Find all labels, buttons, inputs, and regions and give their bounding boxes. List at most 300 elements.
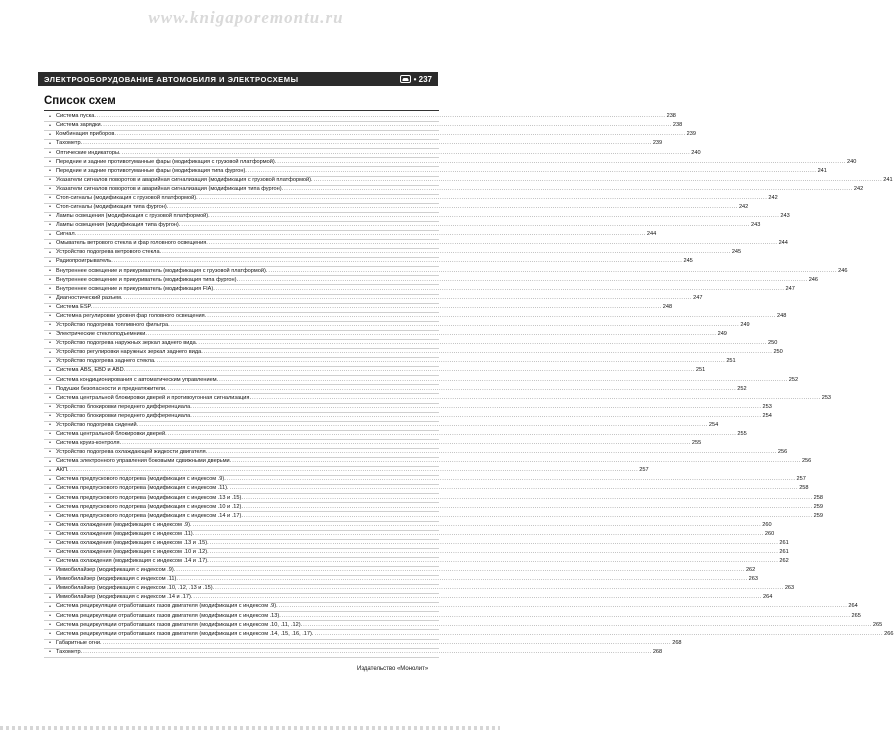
scheme-label: Габаритные огни.	[56, 639, 102, 646]
list-item	[44, 204, 749, 213]
scheme-page: 239	[652, 140, 663, 147]
dot-leader	[168, 432, 737, 438]
dot-leader	[83, 650, 652, 656]
publisher-credit: Издательство «Монолит»	[357, 666, 429, 672]
scheme-page: 266	[884, 630, 894, 637]
scheme-page: 256	[777, 449, 788, 456]
scheme-label: Комбинация приборов.	[56, 131, 116, 138]
page-title: Список схем	[44, 95, 116, 107]
scheme-label: Система охлаждения (модификация с индексом .11).	[56, 530, 195, 537]
scheme-page: 263	[784, 585, 795, 592]
scheme-label: Электрические стеклоподъемники.	[56, 331, 147, 338]
list-item	[44, 467, 649, 476]
list-item	[44, 167, 827, 176]
bullet-icon: •	[49, 594, 51, 601]
scheme-label: Система предпускового подогрева (модификация с индексом .14 и .17).	[56, 512, 243, 519]
scheme-label: Система охлаждения (модификация с индексом .9).	[56, 521, 192, 528]
list-item	[44, 458, 812, 467]
dot-leader	[284, 187, 853, 193]
bullet-icon: •	[49, 440, 51, 447]
chapter-title: ЭЛЕКТРООБОРУДОВАНИЕ АВТОМОБИЛЯ И ЭЛЕКТРОСХЕМЫ	[44, 74, 299, 84]
dot-leader	[193, 414, 762, 420]
bullet-icon: •	[49, 240, 51, 247]
dot-leader	[199, 196, 768, 202]
dot-leader	[227, 477, 796, 483]
list-item	[44, 403, 772, 413]
bullet-icon: •	[49, 322, 51, 329]
scheme-page: 247	[785, 285, 795, 292]
list-item	[44, 240, 788, 249]
scheme-label: Система предпускового подогрева (модификация с индексом .13 и .15).	[56, 494, 243, 501]
scheme-label: Радиопроигрыватель.	[56, 258, 113, 265]
scheme-label: Устройство подогрева сидений.	[56, 421, 139, 428]
bullet-icon: •	[49, 449, 51, 456]
dot-leader	[219, 378, 788, 384]
scheme-label: Стоп-сигналы (модификация типа фургон).	[56, 204, 169, 211]
list-item	[44, 267, 848, 276]
list-item	[44, 639, 682, 649]
bullet-icon: •	[49, 376, 51, 383]
watermark-url: www.knigaporemontu.ru	[148, 8, 344, 27]
dot-leader	[171, 323, 740, 329]
list-item	[44, 567, 756, 576]
scheme-page: 240	[691, 149, 701, 156]
list-item	[44, 176, 893, 186]
scheme-label: Система предпускового подогрева (модификация с индексом .10 и .12).	[56, 503, 243, 510]
list-item	[44, 158, 857, 167]
dot-leader	[103, 123, 672, 129]
list-item	[44, 322, 750, 331]
scheme-label: Система рециркуляции отработавших газов двигателя (модификация с индексом .9).	[56, 603, 278, 610]
list-item	[44, 231, 657, 240]
bullet-icon: •	[49, 431, 51, 438]
dot-leader	[239, 278, 808, 284]
bullet-icon: •	[49, 349, 51, 356]
scheme-label: Система кондиционирования с автоматическим управлением.	[56, 376, 219, 383]
bullet-icon: •	[49, 494, 51, 501]
dot-leader	[139, 423, 708, 429]
list-item	[44, 213, 790, 222]
list-item	[44, 512, 823, 521]
scheme-label: Система охлаждения (модификация с индексом .10 и .12).	[56, 548, 209, 555]
scheme-label: Внутреннее освещение и прикуриватель (модификация FIA).	[56, 285, 215, 292]
dot-leader	[148, 332, 717, 338]
bullet-icon: •	[49, 422, 51, 429]
scheme-label: Устройство подогрева наружных зеркал заднего вида.	[56, 340, 198, 347]
list-item	[44, 603, 858, 612]
bullet-icon: •	[49, 195, 51, 202]
list-item	[44, 648, 663, 658]
scheme-page: 265	[851, 612, 861, 619]
scheme-label: Внутреннее освещение и прикуриватель (модификация с грузовой платформой).	[56, 267, 268, 274]
list-item	[44, 612, 861, 621]
dot-leader	[123, 296, 692, 302]
list-item	[44, 367, 706, 376]
list-item	[44, 122, 683, 131]
list-item	[44, 530, 775, 540]
dot-leader	[103, 641, 672, 647]
bullet-icon: •	[49, 531, 51, 538]
scheme-page: 249	[717, 331, 727, 338]
bullet-icon: •	[49, 649, 51, 656]
dot-leader	[157, 359, 726, 365]
dot-leader	[169, 205, 738, 211]
list-item	[44, 485, 809, 494]
scheme-page: 242	[738, 204, 749, 211]
list-item	[44, 430, 747, 440]
scheme-page: 243	[751, 222, 761, 229]
dot-leader	[314, 178, 883, 184]
bullet-icon: •	[49, 249, 51, 256]
bullet-icon: •	[49, 413, 51, 420]
list-item	[44, 113, 676, 122]
scheme-label: Тахометр.	[56, 140, 83, 147]
scheme-page: 254	[708, 421, 719, 428]
scheme-label: Система ABS, EBD и ABD.	[56, 367, 126, 374]
list-item	[44, 349, 783, 358]
bullet-icon: •	[49, 549, 51, 556]
scheme-label: Иммобилайзер (модификация с индексом .10, .12, .13 и .15).	[56, 585, 215, 592]
dot-leader	[268, 269, 837, 275]
bullet-icon: •	[49, 340, 51, 347]
list-item	[44, 376, 799, 385]
scheme-label: Указатели сигналов поворотов и аварийная сигнализация (модификация типа фургон).	[56, 185, 284, 192]
bullet-icon: •	[49, 295, 51, 302]
scheme-label: Устройство подогрева охлаждающей жидкости двигателя.	[56, 449, 208, 456]
bullet-icon: •	[49, 204, 51, 211]
scheme-label: Стоп-сигналы (модификация с грузовой платформой).	[56, 194, 198, 201]
scheme-page: 264	[848, 603, 858, 610]
bullet-icon: •	[49, 567, 51, 574]
car-icon	[400, 75, 411, 83]
list-item	[44, 312, 787, 322]
dot-leader	[126, 368, 695, 374]
scheme-label: Устройство блокировки переднего дифференциала.	[56, 412, 192, 419]
dot-leader	[77, 232, 646, 238]
scheme-page: 242	[768, 194, 778, 201]
scheme-page: 243	[780, 213, 790, 220]
dot-leader	[208, 450, 777, 456]
list-item	[44, 258, 693, 267]
dot-leader	[114, 259, 683, 265]
bullet-icon: •	[49, 503, 51, 510]
scheme-page: 257	[796, 476, 806, 483]
list-item	[44, 449, 788, 458]
scheme-page: 244	[646, 231, 657, 238]
dot-leader	[215, 586, 784, 592]
list-item	[44, 149, 701, 158]
scheme-label: Передние и задние противотуманные фары (модификация типа фургон).	[56, 167, 247, 174]
bullet-icon: •	[49, 149, 51, 156]
scheme-label: Оптические индикаторы.	[56, 149, 121, 156]
scheme-label: Устройство блокировки переднего дифференциала.	[56, 403, 192, 410]
bullet-icon: •	[49, 358, 51, 365]
scheme-page: 261	[779, 548, 789, 555]
list-item	[44, 331, 727, 340]
bullet-icon: •	[49, 603, 51, 610]
list-item	[44, 421, 719, 431]
title-divider	[44, 110, 439, 111]
scheme-page: 259	[813, 512, 823, 519]
bullet-icon: •	[49, 231, 51, 238]
list-item	[44, 194, 778, 204]
scheme-label: Диагностический разъем.	[56, 294, 123, 301]
scheme-page: 241	[817, 167, 827, 174]
scheme-page: 244	[778, 240, 788, 247]
scheme-label: Иммобилайзер (модификация с индексом .14 и .17).	[56, 594, 193, 601]
bullet-icon: •	[49, 404, 51, 411]
dot-leader	[209, 241, 778, 247]
dot-leader	[168, 387, 737, 393]
dot-leader	[210, 550, 779, 556]
scheme-label: Подушки безопасности и преднатяжители.	[56, 385, 167, 392]
scheme-page: 268	[672, 639, 682, 646]
bullet-icon: •	[49, 140, 51, 147]
scheme-page: 252	[788, 376, 799, 383]
scheme-page: 248	[776, 312, 787, 319]
page-number: • 237	[413, 74, 432, 84]
bullet-icon: •	[49, 331, 51, 338]
scheme-page: 255	[691, 440, 702, 447]
dot-leader	[211, 214, 780, 220]
list-item	[44, 394, 832, 403]
list-item	[44, 185, 864, 195]
dot-leader	[83, 141, 652, 147]
scheme-page: 268	[652, 648, 663, 655]
scheme-page: 238	[666, 113, 676, 120]
scheme-page: 258	[799, 485, 809, 492]
scheme-page: 264	[763, 594, 773, 601]
bullet-icon: •	[49, 485, 51, 492]
scheme-label: Система зарядки.	[56, 122, 103, 129]
scheme-label: АКП.	[56, 467, 69, 474]
list-item	[44, 558, 789, 567]
list-item	[44, 521, 772, 531]
bullet-icon: •	[49, 258, 51, 265]
scheme-label: Система охлаждения (модификация с индексом .14 и .17).	[56, 558, 209, 565]
dot-leader	[70, 468, 639, 474]
scheme-page: 256	[801, 458, 812, 465]
scheme-page: 246	[808, 276, 819, 283]
dot-leader	[93, 305, 662, 311]
scheme-page: 248	[662, 303, 673, 310]
list-item	[44, 494, 823, 503]
list-item	[44, 285, 795, 294]
scheme-page: 245	[683, 258, 693, 265]
scheme-label: Передние и задние противотуманные фары (модификация с грузовой платформой).	[56, 158, 277, 165]
scheme-page: 247	[693, 294, 703, 301]
bullet-icon: •	[49, 394, 51, 401]
list-item	[44, 131, 696, 140]
bullet-icon: •	[49, 512, 51, 519]
scheme-page: 265	[872, 621, 883, 628]
scheme-label: Сигнал.	[56, 231, 77, 238]
scheme-label: Лампы освещения (модификация типа фургон).	[56, 222, 181, 229]
scheme-label: Устройство подогрева топливного фильтра.	[56, 322, 170, 329]
bullet-icon: •	[49, 458, 51, 465]
dot-leader	[193, 595, 762, 601]
bullet-icon: •	[49, 168, 51, 174]
bullet-icon: •	[49, 276, 51, 283]
scheme-page: 251	[726, 358, 736, 365]
scan-edge	[0, 726, 500, 730]
scheme-page: 253	[762, 403, 772, 410]
bullet-icon: •	[49, 304, 51, 311]
scheme-label: Лампы освещения (модификация с грузовой платформой).	[56, 213, 210, 220]
scheme-label: Иммобилайзер (модификация с индексом .9).	[56, 567, 176, 574]
scheme-label: Система пуска.	[56, 113, 96, 120]
list-item	[44, 385, 747, 394]
scheme-page: 242	[853, 185, 864, 192]
dot-leader	[248, 169, 817, 175]
dot-leader	[176, 568, 745, 574]
dot-leader	[244, 496, 813, 502]
bullet-icon: •	[49, 213, 51, 220]
dot-leader	[198, 341, 767, 347]
bullet-icon: •	[49, 286, 51, 293]
scheme-label: Устройство подогрева заднего стекла.	[56, 358, 156, 365]
scheme-page: 238	[672, 122, 683, 129]
bullet-icon: •	[49, 131, 51, 138]
list-item	[44, 249, 742, 258]
dot-leader	[117, 132, 686, 138]
list-item	[44, 576, 758, 585]
scheme-page: 262	[745, 567, 756, 574]
bullet-icon: •	[49, 585, 51, 592]
schemes-list	[44, 113, 894, 658]
scheme-page: 255	[737, 430, 747, 437]
list-item	[44, 222, 761, 231]
dot-leader	[277, 160, 846, 166]
list-item	[44, 440, 702, 449]
scheme-label: Омыватель ветрового стекла и фар головного освещения.	[56, 240, 208, 247]
scheme-page: 259	[813, 503, 823, 510]
list-item	[44, 294, 703, 304]
dot-leader	[314, 632, 883, 638]
list-item	[44, 503, 823, 512]
list-item	[44, 340, 778, 349]
bullet-icon: •	[49, 158, 51, 165]
list-item	[44, 621, 883, 630]
scheme-page: 241	[883, 176, 893, 183]
list-item	[44, 594, 773, 603]
list-item	[44, 585, 795, 594]
scheme-label: Система электронного управления боковыми сдвижными дверьми.	[56, 458, 232, 465]
bullet-icon: •	[49, 612, 51, 619]
bullet-icon: •	[49, 385, 51, 392]
bullet-icon: •	[49, 576, 51, 583]
dot-leader	[303, 623, 872, 629]
scheme-label: Система рециркуляции отработавших газов двигателя (модификация с индексом .14, .15, .16, .17).	[56, 630, 314, 637]
scheme-label: Система предпускового подогрева (модификация с индексом .11).	[56, 485, 229, 492]
scheme-page: 249	[740, 322, 750, 329]
scheme-page: 263	[748, 576, 758, 583]
scheme-page: 245	[731, 249, 742, 256]
list-item	[44, 539, 789, 549]
scheme-label: Система рециркуляции отработавших газов двигателя (модификация с индексом .10, .11, .12).	[56, 621, 303, 628]
dot-leader	[230, 486, 799, 492]
scheme-label: Система круиз-контроля.	[56, 440, 122, 447]
bullet-icon: •	[49, 367, 51, 374]
bullet-icon: •	[49, 467, 51, 474]
dot-leader	[179, 577, 748, 583]
bullet-icon: •	[49, 621, 51, 628]
scheme-page: 260	[762, 521, 772, 528]
scheme-page: 260	[764, 530, 775, 537]
scheme-page: 250	[768, 340, 778, 347]
scheme-label: Устройство регулировки наружных зеркал заднего вида.	[56, 349, 203, 356]
chapter-header	[38, 72, 438, 86]
list-item	[44, 303, 673, 313]
scheme-page: 257	[639, 467, 649, 474]
dot-leader	[210, 559, 779, 565]
dot-leader	[162, 250, 731, 256]
dot-leader	[210, 541, 779, 547]
dot-leader	[282, 614, 851, 620]
dot-leader	[252, 396, 821, 402]
scheme-page: 252	[737, 385, 747, 392]
list-item	[44, 548, 789, 558]
scheme-label: Система охлаждения (модификация с индексом .13 и .15).	[56, 539, 209, 546]
bullet-icon: •	[49, 522, 51, 529]
dot-leader	[204, 350, 773, 356]
list-item	[44, 630, 894, 639]
scheme-page: 239	[686, 131, 696, 138]
dot-leader	[279, 604, 848, 610]
scheme-label: Тахометр.	[56, 648, 83, 655]
bullet-icon: •	[49, 177, 51, 184]
scheme-page: 240	[846, 158, 857, 165]
scheme-page: 254	[762, 412, 772, 419]
scheme-label: Система рециркуляции отработавших газов двигателя (модификация с индексом .13).	[56, 612, 281, 619]
bullet-icon: •	[49, 267, 51, 274]
list-item	[44, 140, 663, 149]
bullet-icon: •	[49, 558, 51, 565]
bullet-icon: •	[49, 222, 51, 229]
scheme-label: Система ESP.	[56, 303, 93, 310]
bullet-icon: •	[49, 122, 51, 129]
bullet-icon: •	[49, 476, 51, 483]
scheme-page: 250	[773, 349, 783, 356]
scheme-label: Система центральной блокировки дверей.	[56, 430, 167, 437]
bullet-icon: •	[49, 630, 51, 637]
list-item	[44, 276, 819, 285]
bullet-icon: •	[49, 313, 51, 320]
page-number-group	[400, 75, 432, 84]
scheme-page: 251	[695, 367, 706, 374]
bullet-icon: •	[49, 113, 51, 120]
list-item	[44, 358, 736, 367]
list-item	[44, 476, 806, 485]
dot-leader	[193, 405, 762, 411]
scheme-page: 253	[821, 394, 832, 401]
dot-leader	[216, 287, 785, 293]
scheme-label: Иммобилайзер (модификация с индексом .11).	[56, 576, 178, 583]
bullet-icon: •	[49, 186, 51, 193]
dot-leader	[244, 514, 813, 520]
scheme-label: Система предпускового подогрева (модификация с индексом .9).	[56, 476, 226, 483]
scheme-page: 246	[838, 267, 848, 274]
scheme-label: Системна регулировки уровня фар головного освещения.	[56, 312, 207, 319]
dot-leader	[181, 223, 750, 229]
dot-leader	[195, 532, 764, 538]
dot-leader	[97, 114, 666, 120]
dot-leader	[193, 523, 762, 529]
bullet-icon: •	[49, 540, 51, 547]
scheme-label: Указатели сигналов поворотов и аварийная сигнализация (модификация с грузовой платформой).	[56, 176, 313, 183]
dot-leader	[122, 151, 691, 157]
scheme-label: Внутреннее освещение и прикуриватель (модификация типа фургон).	[56, 276, 238, 283]
